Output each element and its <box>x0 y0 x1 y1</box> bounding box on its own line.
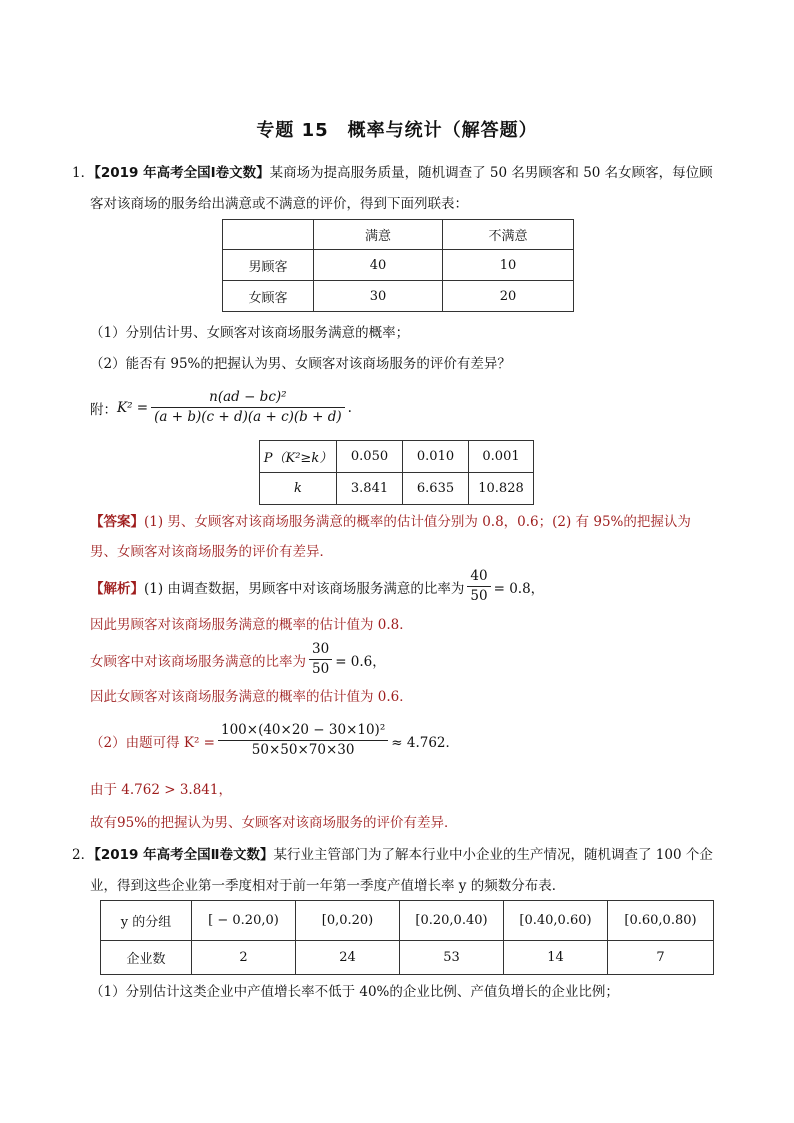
fraction-numerator: 40 <box>467 568 490 587</box>
table-header: y 的分组 <box>101 901 192 941</box>
fraction-denominator: 50 <box>312 661 330 677</box>
formula-denominator: (a + b)(c + d)(a + c)(b + d) <box>154 409 342 425</box>
q1-analysis-line4: 因此女顾客对该商场服务满意的概率的估计值为 0.6． <box>90 689 413 705</box>
q1-stem-line1 <box>72 163 713 183</box>
table-cell-text: P（K²≥k） <box>263 451 333 466</box>
formula-numerator: n(ad − bc)² <box>151 389 345 408</box>
table-cell: 10.828 <box>469 473 534 505</box>
table-cell: 40 <box>314 250 443 281</box>
fraction <box>218 722 388 759</box>
q1-source: 【2019 年高考全国Ⅰ卷文数】 <box>94 165 270 181</box>
table-cell <box>260 441 337 473</box>
fraction-result: = 0.8， <box>493 580 545 597</box>
table-cell: 7 <box>608 941 714 975</box>
table-cell: 女顾客 <box>223 281 314 312</box>
table-cell <box>223 220 314 250</box>
q1-answer-line1 <box>90 512 691 532</box>
analysis-text: (1) 由调查数据，男顾客中对该商场服务满意的比率为 <box>144 580 465 597</box>
table-header: 满意 <box>314 220 443 250</box>
fraction-numerator: 100×(40×20 − 30×10)² <box>218 722 388 741</box>
table-cell: 3.841 <box>337 473 403 505</box>
answer-tag: 【答案】 <box>90 514 144 530</box>
fraction-denominator: 50×50×70×30 <box>251 742 355 758</box>
table-cell <box>260 473 337 505</box>
answer-text: (1) 男、女顾客对该商场服务满意的概率的估计值分别为 0.8，0.6；(2) 有 95%的把握认为 <box>144 514 691 530</box>
q1-answer-line2: 男、女顾客对该商场服务的评价有差异． <box>90 544 333 560</box>
q2-number: 2． <box>72 847 95 863</box>
table-cell: 0.010 <box>403 441 469 473</box>
q1-analysis-line6: 由于 4.762 > 3.841， <box>90 782 232 798</box>
table-cell: 30 <box>314 281 443 312</box>
table-header: [0,0.20) <box>296 901 400 941</box>
table-cell: 企业数 <box>101 941 192 975</box>
q1-stem-line2: 客对该商场的服务给出满意或不满意的评价，得到下面列联表： <box>90 196 468 212</box>
q1-analysis-line1 <box>90 568 544 605</box>
q2-source: 【2019 年高考全国Ⅱ卷文数】 <box>94 847 274 863</box>
analysis-text: 女顾客中对该商场服务满意的比率为 <box>90 653 306 670</box>
table-cell: 2 <box>192 941 296 975</box>
fraction <box>467 568 490 605</box>
formula-prefix: 附： <box>90 401 117 418</box>
q1-analysis-line3 <box>90 641 386 678</box>
fraction-result: ≈ 4.762． <box>391 734 460 751</box>
table-header: 不满意 <box>443 220 574 250</box>
formula-end: . <box>347 399 352 416</box>
table-header: [0.60,0.80) <box>608 901 714 941</box>
fraction-numerator: 30 <box>309 641 332 660</box>
q1-contingency-table <box>222 219 574 312</box>
q2-frequency-table <box>100 900 714 975</box>
table-header: [ − 0.20,0) <box>192 901 296 941</box>
q1-formula <box>90 389 352 426</box>
analysis-tag: 【解析】 <box>90 580 144 597</box>
q1-part2: （2）能否有 95%的把握认为男、女顾客对该商场服务的评价有差异？ <box>90 356 511 372</box>
formula-lhs: K² = <box>117 399 149 416</box>
table-header: [0.20,0.40) <box>400 901 504 941</box>
fraction-denominator: 50 <box>470 588 488 604</box>
q1-number: 1． <box>72 165 95 181</box>
table-cell: 6.635 <box>403 473 469 505</box>
analysis-text: （2）由题可得 K² = <box>90 734 215 751</box>
q2-stem-line1 <box>72 845 713 865</box>
q1-analysis-line7: 故有95%的把握认为男、女顾客对该商场服务的评价有差异． <box>90 815 458 831</box>
table-cell: 24 <box>296 941 400 975</box>
q1-critical-value-table <box>259 440 534 505</box>
q1-analysis-line5 <box>90 722 459 759</box>
table-cell: 0.001 <box>469 441 534 473</box>
q2-stem-line2: 业，得到这些企业第一季度相对于前一年第一季度产值增长率 y 的频数分布表． <box>90 878 566 894</box>
q1-part1: （1）分别估计男、女顾客对该商场服务满意的概率； <box>90 325 410 341</box>
q2-part1: （1）分别估计这类企业中产值增长率不低于 40%的企业比例、产值负增长的企业比例； <box>90 984 619 1000</box>
table-cell: 53 <box>400 941 504 975</box>
table-cell: 男顾客 <box>223 250 314 281</box>
table-cell: 10 <box>443 250 574 281</box>
fraction-result: = 0.6， <box>335 653 386 670</box>
q1-analysis-line2: 因此男顾客对该商场服务满意的概率的估计值为 0.8． <box>90 617 413 633</box>
fraction <box>309 641 332 678</box>
table-cell: 0.050 <box>337 441 403 473</box>
formula-fraction <box>151 389 345 426</box>
table-cell-text: k <box>294 481 302 496</box>
table-header: [0.40,0.60) <box>504 901 608 941</box>
page-title: 专题 15 概率与统计（解答题） <box>256 120 538 141</box>
q1-stem-text1: 某商场为提高服务质量，随机调查了 50 名男顾客和 50 名女顾客，每位顾 <box>269 165 713 181</box>
table-cell: 14 <box>504 941 608 975</box>
table-cell: 20 <box>443 281 574 312</box>
q2-stem-text1: 某行业主管部门为了解本行业中小企业的生产情况，随机调查了 100 个企 <box>273 847 713 863</box>
